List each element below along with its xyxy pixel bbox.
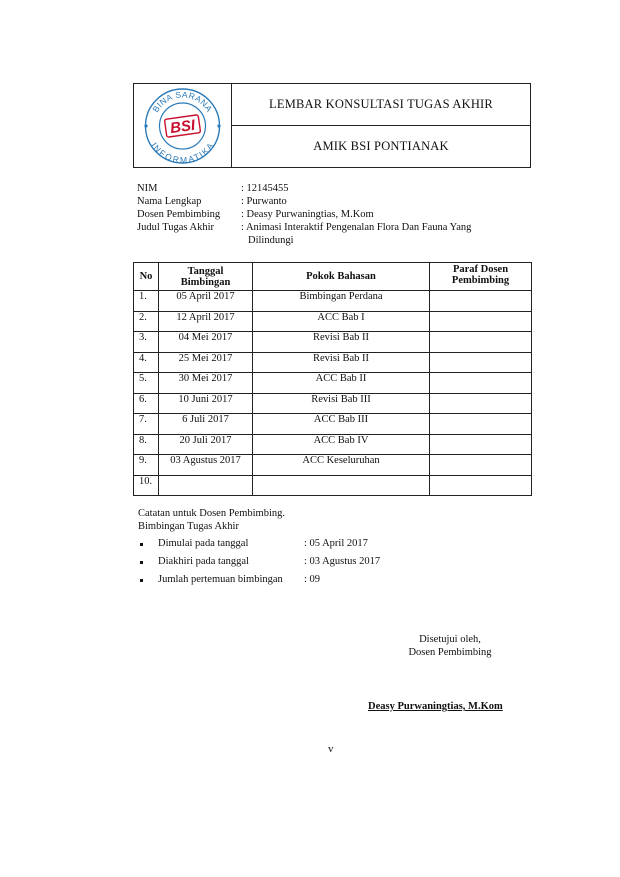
cell-date: 20 Juli 2017 bbox=[159, 434, 253, 455]
advisor-notes bbox=[138, 508, 285, 533]
table-row bbox=[134, 475, 532, 496]
cell-no: 10. bbox=[134, 475, 159, 496]
cell-topic bbox=[253, 475, 430, 496]
cell-no: 6. bbox=[134, 393, 159, 414]
table-row bbox=[134, 455, 532, 476]
institution-name: AMIK BSI PONTIANAK bbox=[313, 139, 449, 153]
approval-line1: Disetujui oleh, bbox=[419, 634, 481, 645]
cell-topic: Revisi Bab III bbox=[253, 393, 430, 414]
name-label: Nama Lengkap bbox=[137, 196, 202, 207]
student-info bbox=[137, 182, 517, 252]
cell-date: 6 Juli 2017 bbox=[159, 414, 253, 435]
cell-topic: Revisi Bab II bbox=[253, 332, 430, 353]
cell-no: 9. bbox=[134, 455, 159, 476]
thesis-title-value: : Animasi Interaktif Pengenalan Flora Dan Fauna Yang bbox=[241, 222, 472, 233]
list-item-value: : 05 April 2017 bbox=[304, 538, 368, 549]
bullet-icon bbox=[140, 543, 143, 546]
cell-topic: Bimbingan Perdana bbox=[253, 291, 430, 312]
cell-date: 03 Agustus 2017 bbox=[159, 455, 253, 476]
cell-signature bbox=[430, 332, 532, 353]
logo-center-text: BSI bbox=[169, 116, 197, 138]
cell-date: 30 Mei 2017 bbox=[159, 373, 253, 394]
cell-date bbox=[159, 475, 253, 496]
cell-signature bbox=[430, 475, 532, 496]
table-row bbox=[134, 393, 532, 414]
col-header-date: Tanggal Bimbingan bbox=[159, 263, 253, 291]
approval-line2: Dosen Pembimbing bbox=[408, 647, 492, 658]
cell-signature bbox=[430, 414, 532, 435]
table-row bbox=[134, 434, 532, 455]
col-header-topic: Pokok Bahasan bbox=[253, 263, 430, 291]
notes-heading: Catatan untuk Dosen Pembimbing. bbox=[138, 508, 285, 519]
cell-topic: ACC Bab III bbox=[253, 414, 430, 435]
col-header-no: No bbox=[134, 263, 159, 291]
cell-no: 5. bbox=[134, 373, 159, 394]
bullet-icon bbox=[140, 561, 143, 564]
cell-signature bbox=[430, 291, 532, 312]
list-item-label: Jumlah pertemuan bimbingan bbox=[158, 574, 283, 585]
bsi-logo bbox=[134, 84, 231, 167]
nim-value: : 12145455 bbox=[241, 183, 289, 194]
form-title: LEMBAR KONSULTASI TUGAS AKHIR bbox=[232, 84, 530, 126]
logo-top-text: BINA SARANA bbox=[150, 89, 215, 114]
cell-no: 1. bbox=[134, 291, 159, 312]
cell-date: 04 Mei 2017 bbox=[159, 332, 253, 353]
cell-date: 25 Mei 2017 bbox=[159, 352, 253, 373]
table-header-row bbox=[134, 263, 532, 291]
cell-topic: ACC Bab IV bbox=[253, 434, 430, 455]
cell-signature bbox=[430, 373, 532, 394]
cell-signature bbox=[430, 352, 532, 373]
header-box bbox=[133, 83, 531, 168]
advisor-value: : Deasy Purwaningtias, M.Kom bbox=[241, 209, 374, 220]
thesis-title-value-cont: Dilindungi bbox=[248, 235, 294, 246]
notes-subheading: Bimbingan Tugas Akhir bbox=[138, 520, 239, 532]
cell-no: 4. bbox=[134, 352, 159, 373]
list-item-value: : 09 bbox=[304, 574, 321, 585]
cell-signature bbox=[430, 434, 532, 455]
cell-signature bbox=[430, 455, 532, 476]
cell-no: 8. bbox=[134, 434, 159, 455]
cell-no: 3. bbox=[134, 332, 159, 353]
list-item-label: Dimulai pada tanggal bbox=[158, 538, 249, 549]
cell-topic: ACC Bab I bbox=[253, 311, 430, 332]
logo-bottom-text: INFORMATIKA bbox=[149, 140, 216, 166]
cell-no: 2. bbox=[134, 311, 159, 332]
page-number: v bbox=[328, 743, 334, 755]
approval-block bbox=[380, 633, 520, 659]
list-item-value: : 03 Agustus 2017 bbox=[304, 556, 381, 567]
name-value: : Purwanto bbox=[241, 196, 287, 207]
cell-topic: Revisi Bab II bbox=[253, 352, 430, 373]
table-row bbox=[134, 352, 532, 373]
advisor-label: Dosen Pembimbing bbox=[137, 209, 221, 220]
cell-date: 12 April 2017 bbox=[159, 311, 253, 332]
cell-date: 05 April 2017 bbox=[159, 291, 253, 312]
cell-no: 7. bbox=[134, 414, 159, 435]
table-row bbox=[134, 291, 532, 312]
consultation-table bbox=[133, 262, 532, 496]
thesis-title-label: Judul Tugas Akhir bbox=[137, 222, 215, 233]
table-row bbox=[134, 332, 532, 353]
cell-signature bbox=[430, 393, 532, 414]
logo-cell bbox=[134, 84, 232, 167]
table-row bbox=[134, 373, 532, 394]
logo-emblem bbox=[164, 115, 200, 138]
cell-topic: ACC Bab II bbox=[253, 373, 430, 394]
table-row bbox=[134, 414, 532, 435]
cell-topic: ACC Keseluruhan bbox=[253, 455, 430, 476]
col-header-signature: Paraf Dosen Pembimbing bbox=[430, 263, 532, 291]
nim-label: NIM bbox=[137, 183, 158, 194]
cell-date: 10 Juni 2017 bbox=[159, 393, 253, 414]
list-item-label: Diakhiri pada tanggal bbox=[158, 556, 249, 567]
bullet-icon bbox=[140, 579, 143, 582]
cell-signature bbox=[430, 311, 532, 332]
signer-name: Deasy Purwaningtias, M.Kom bbox=[368, 701, 503, 712]
table-row bbox=[134, 311, 532, 332]
